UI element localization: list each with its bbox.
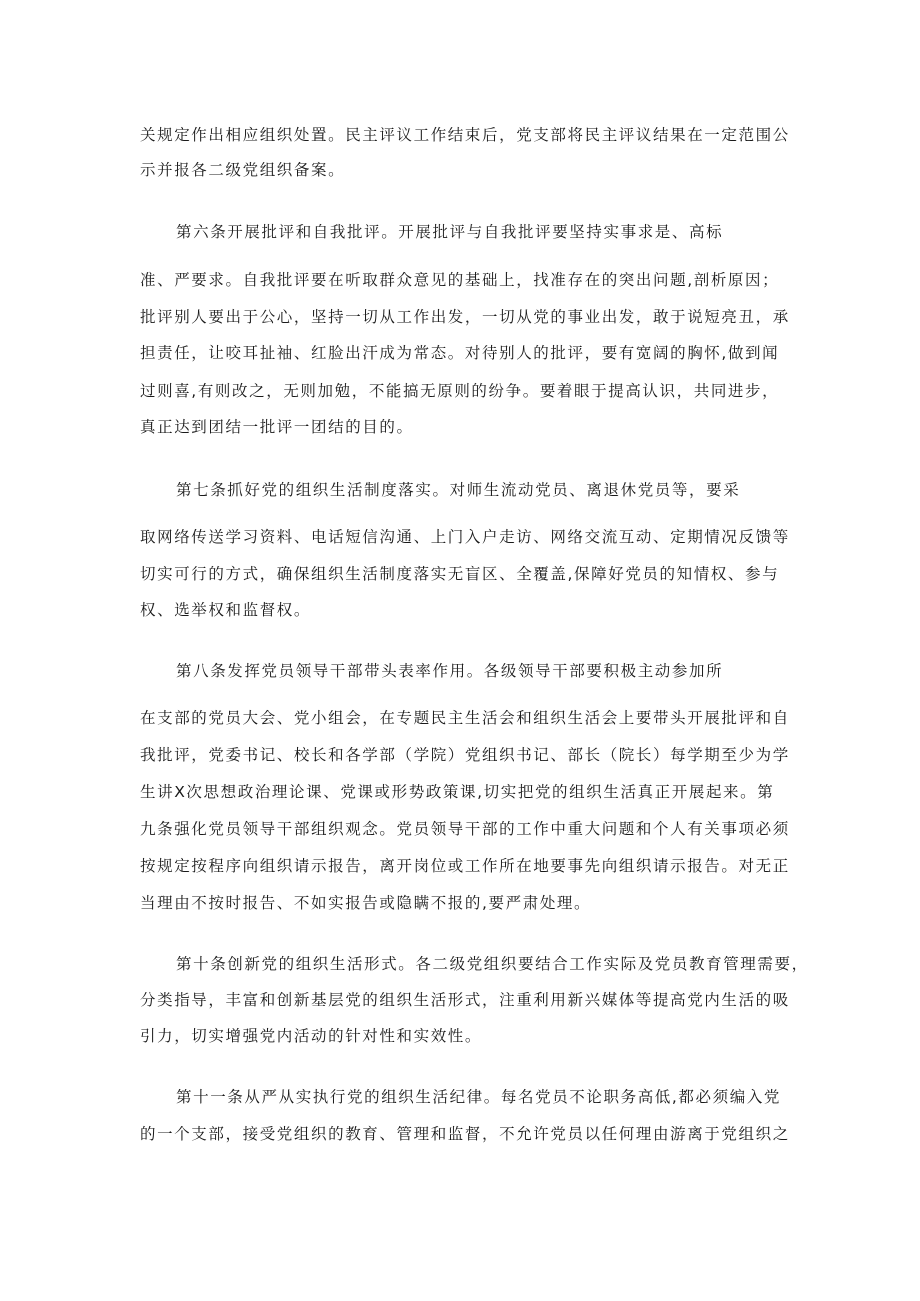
paragraph-1-line-2: 示并报各二级党组织备案。 (140, 161, 346, 179)
article-8-line-2: 在支部的党员大会、党小组会，在专题民主生活会和组织生活会上要带头开展批评和自 (140, 709, 790, 727)
article-6-line-3: 批评别人要出于公心，坚持一切从工作出发，一切从党的事业出发，敢于说短亮丑，承 (140, 308, 790, 326)
article-11-heading-line: 第十一条从严从实执行党的组织生活纪律。每名党员不论职务高低,都必须编入党 (176, 1088, 782, 1106)
article-6-line-6: 真正达到团结一批评一团结的目的。 (140, 418, 414, 436)
article-6-heading-line: 第六条开展批评和自我批评。开展批评与自我批评要坚持实事求是、高标 (176, 223, 724, 241)
article-6-line-4: 担责任，让咬耳扯袖、红脸出汗成为常态。对待别人的批评，要有宽阔的胸怀,做到闻 (140, 344, 780, 362)
article-7-line-3: 切实可行的方式，确保组织生活制度落实无盲区、全覆盖,保障好党员的知情权、参与 (140, 565, 780, 583)
article-6-line-5: 过则喜,有则改之，无则加勉，不能搞无原则的纷争。要着眼于提高认识，共同进步， (140, 382, 780, 400)
article-7-line-4: 权、选举权和监督权。 (140, 601, 312, 619)
article-6-line-2: 准、严要求。自我批评要在听取群众意见的基础上，找准存在的突出问题,剖析原因； (140, 271, 780, 289)
article-8-line-3: 我批评，党委书记、校长和各学部（学院）党组织书记、部长（院长）每学期至少为学 (140, 746, 790, 764)
article-8-line-4: 生讲X次思想政治理论课、党课或形势政策课,切实把党的组织生活真正开展起来。第 (140, 783, 775, 801)
article-7-line-2: 取网络传送学习资料、电话短信沟通、上门入户走访、网络交流互动、定期情况反馈等 (140, 528, 790, 546)
article-10-line-3: 引力，切实增强党内活动的针对性和实效性。 (140, 1027, 483, 1045)
article-10-line-2: 分类指导，丰富和创新基层党的组织生活形式，注重利用新兴媒体等提高党内生活的吸 (140, 991, 790, 1009)
article-7-heading-line: 第七条抓好党的组织生活制度落实。对师生流动党员、离退休党员等，要采 (176, 481, 741, 499)
paragraph-1-line-1: 关规定作出相应组织处置。民主评议工作结束后，党支部将民主评议结果在一定范围公 (140, 126, 790, 144)
article-8-line-6: 按规定按程序向组织请示报告，离开岗位或工作所在地要事先向组织请示报告。对无正 (140, 857, 790, 875)
article-8-line-5: 九条强化党员领导干部组织观念。党员领导干部的工作中重大问题和个人有关事项必须 (140, 820, 790, 838)
article-8-line-7: 当理由不按时报告、不如实报告或隐瞒不报的,要严肃处理。 (140, 894, 592, 912)
article-8-heading-line: 第八条发挥党员领导干部带头表率作用。各级领导干部要积极主动参加所 (176, 662, 724, 680)
article-11-line-2: 的一个支部，接受党组织的教育、管理和监督，不允许党员以任何理由游离于党组织之 (140, 1125, 790, 1143)
article-10-heading-line: 第十条创新党的组织生活形式。各二级党组织要结合工作实际及党员教育管理需要， (176, 955, 809, 973)
